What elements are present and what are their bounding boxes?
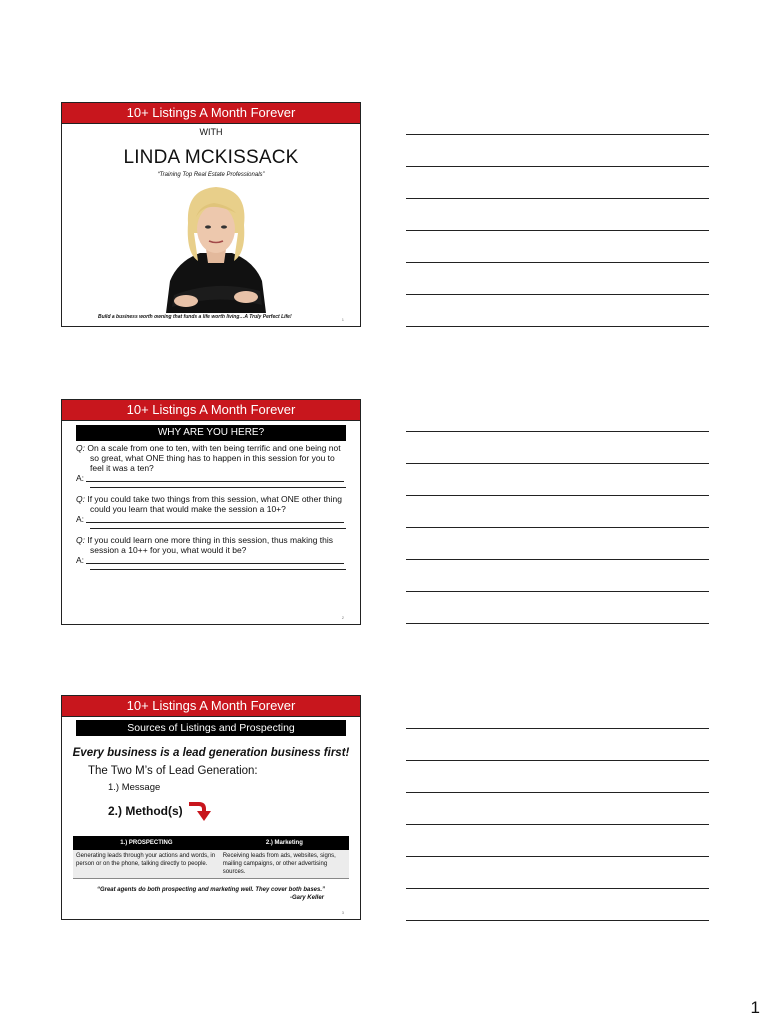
note-line bbox=[406, 495, 709, 496]
answer-1: A: bbox=[76, 473, 348, 484]
note-line bbox=[406, 888, 709, 889]
note-line bbox=[406, 230, 709, 231]
answer-3-line-2 bbox=[76, 566, 348, 576]
note-line bbox=[406, 623, 709, 624]
table-header-prospecting: 1.) PROSPECTING bbox=[73, 836, 220, 850]
question-2: Q: If you could take two things from this session, what ONE other thing could you learn that would make the session a 10+? bbox=[76, 494, 342, 514]
note-line bbox=[406, 792, 709, 793]
note-line bbox=[406, 262, 709, 263]
note-line bbox=[406, 824, 709, 825]
section-bar: Sources of Listings and Prospecting bbox=[76, 720, 346, 736]
method-methods-label: 2.) Method(s) bbox=[108, 804, 183, 818]
note-line bbox=[406, 760, 709, 761]
presenter-tagline: “Training Top Real Estate Professionals” bbox=[157, 172, 265, 178]
method-message: 1.) Message bbox=[108, 782, 161, 793]
presenter-photo bbox=[156, 183, 276, 313]
slide-header: 10+ Listings A Month Forever bbox=[62, 400, 360, 421]
note-line bbox=[406, 431, 709, 432]
quote-author: -Gary Keller bbox=[289, 895, 324, 901]
note-line bbox=[406, 198, 709, 199]
note-line bbox=[406, 294, 709, 295]
slide-3 bbox=[61, 695, 361, 920]
slide-page-number: 1 bbox=[341, 317, 344, 322]
table-cell-prospecting: Generating leads through your actions and words, in person or on the phone, talking directly to people. bbox=[73, 850, 220, 879]
method-methods bbox=[108, 800, 360, 822]
slide-1 bbox=[61, 102, 361, 327]
note-line bbox=[406, 920, 709, 921]
note-line bbox=[406, 166, 709, 167]
section-bar: WHY ARE YOU HERE? bbox=[76, 425, 346, 441]
with-label: WITH bbox=[199, 127, 223, 137]
note-line bbox=[406, 134, 709, 135]
answer-2: A: bbox=[76, 514, 348, 525]
question-3: Q: If you could learn one more thing in this session, thus making this session a 10++ for you, what would it be? bbox=[76, 535, 334, 555]
slide-header: 10+ Listings A Month Forever bbox=[62, 103, 360, 124]
document-page-number: 1 bbox=[750, 998, 760, 1017]
slide-page-number: 2 bbox=[341, 615, 344, 620]
note-line bbox=[406, 591, 709, 592]
note-line bbox=[406, 728, 709, 729]
curved-arrow-icon bbox=[187, 800, 211, 822]
two-ms-heading: The Two M’s of Lead Generation: bbox=[88, 765, 258, 777]
slide-header: 10+ Listings A Month Forever bbox=[62, 696, 360, 717]
slide-page-number: 3 bbox=[341, 910, 344, 915]
slide-2 bbox=[61, 399, 361, 625]
lead-gen-table bbox=[73, 836, 349, 879]
presenter-name: LINDA MCKISSACK bbox=[123, 147, 299, 168]
table-header-marketing: 2.) Marketing bbox=[220, 836, 349, 850]
note-line bbox=[406, 326, 709, 327]
lead-statement: Every business is a lead generation business first! bbox=[72, 747, 350, 759]
answer-2-line-2 bbox=[76, 525, 348, 535]
keller-quote: “Great agents do both prospecting and marketing well. They cover both bases.” bbox=[96, 887, 326, 893]
answer-1-line-2 bbox=[76, 484, 348, 494]
slide-footer-motto: Build a business worth owning that funds a life worth living…A Truly Perfect Life! bbox=[98, 314, 292, 320]
note-line bbox=[406, 527, 709, 528]
question-list bbox=[76, 443, 348, 576]
note-line bbox=[406, 559, 709, 560]
question-1: Q: On a scale from one to ten, with ten being terrific and one being not so great, what ONE thing has to happen in this session for you to feel it was a ten? bbox=[76, 443, 341, 473]
table-cell-marketing: Receiving leads from ads, websites, signs, mailing campaigns, or other advertising sources. bbox=[220, 850, 349, 879]
answer-3: A: bbox=[76, 555, 348, 566]
note-line bbox=[406, 463, 709, 464]
note-line bbox=[406, 856, 709, 857]
